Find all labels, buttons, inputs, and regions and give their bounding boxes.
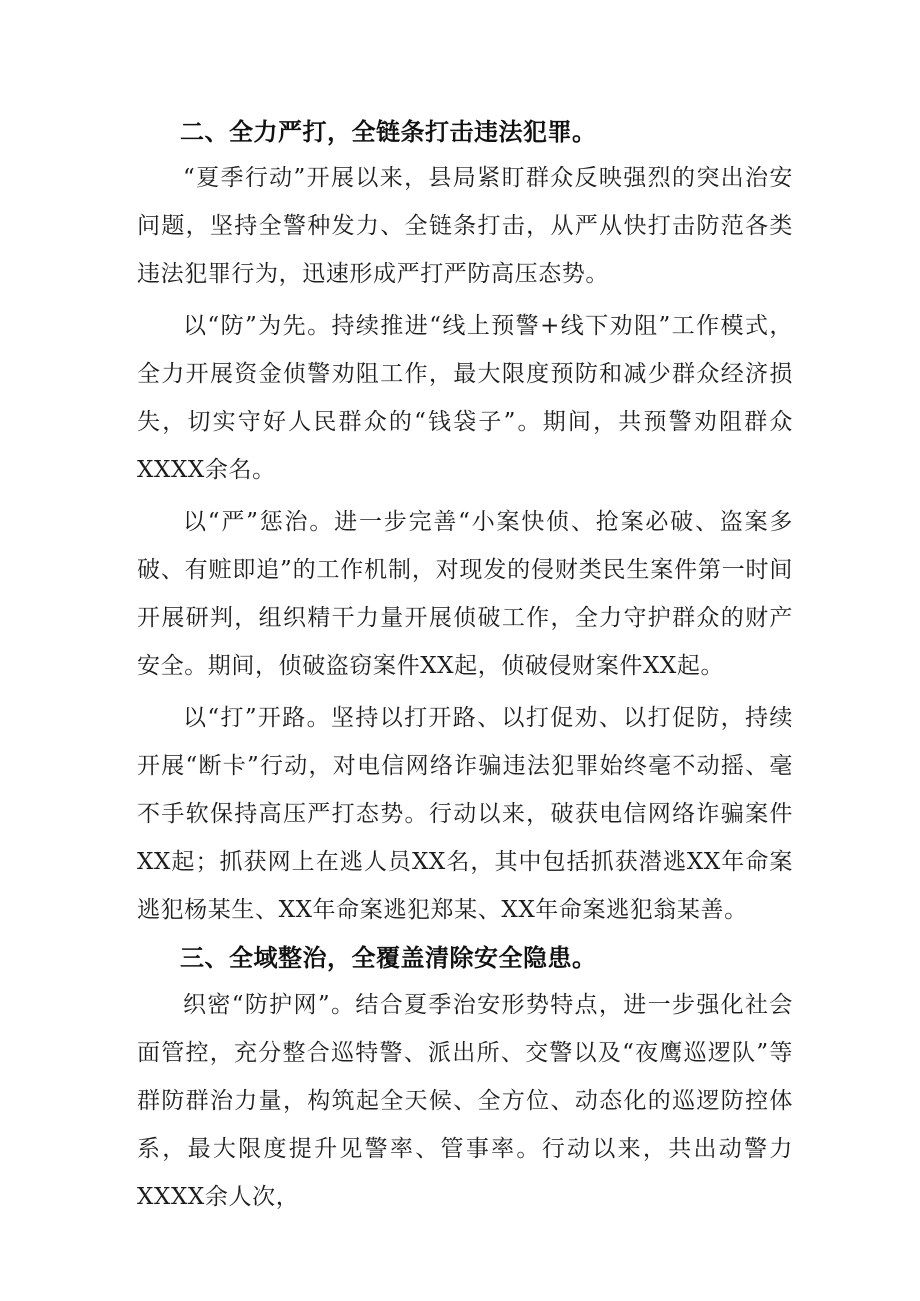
section-2-heading: 二、全力严打，全链条打击违法犯罪。	[180, 118, 597, 146]
paragraph-protection-net: 织密“防护网”。结合夏季治安形势特点，进一步强化社会面管控，充分整合巡特警、派出所、交警以及“夜鹰巡逻队”等群防群治力量，构筑起全天候、全方位、动态化的巡逻防控体系，最大限度提升见警率、管事率。行动以来，共出动警力XXXX余人次，	[137, 992, 793, 1210]
paragraph-prevention: 以“防”为先。持续推进“线上预警+线下劝阻”工作模式，全力开展资金侦警劝阻工作，最大限度预防和减少群众经济损失，切实守好人民群众的“钱袋子”。期间，共预警劝阻群众XXXX余名。	[137, 313, 793, 483]
paragraph-summer-action: “夏季行动”开展以来，县局紧盯群众反映强烈的突出治安问题，坚持全警种发力、全链条打击，从严从快打击防范各类违法犯罪行为，迅速形成严打严防高压态势。	[137, 165, 793, 287]
section-3-heading: 三、全域整治，全覆盖清除安全隐患。	[180, 944, 597, 972]
paragraph-crackdown: 以“打”开路。坚持以打开路、以打促劝、以打促防，持续开展“断卡”行动，对电信网络诈骗违法犯罪始终毫不动摇、毫不手软保持高压严打态势。行动以来，破获电信网络诈骗案件XX起；抓获网上在逃人员XX名，其中包括抓获潜逃XX年命案逃犯杨某生、XX年命案逃犯郑某、XX年命案逃犯翁某善。	[137, 705, 793, 923]
paragraph-strict-punishment: 以“严”惩治。进一步完善“小案快侦、抢案必破、盗案多破、有赃即追”的工作机制，对现发的侵财类民生案件第一时间开展研判，组织精干力量开展侦破工作，全力守护群众的财产安全。期间，侦破盗窃案件XX起，侦破侵财案件XX起。	[137, 509, 793, 679]
section-2-body	[137, 154, 793, 934]
section-3-body	[137, 981, 793, 1221]
